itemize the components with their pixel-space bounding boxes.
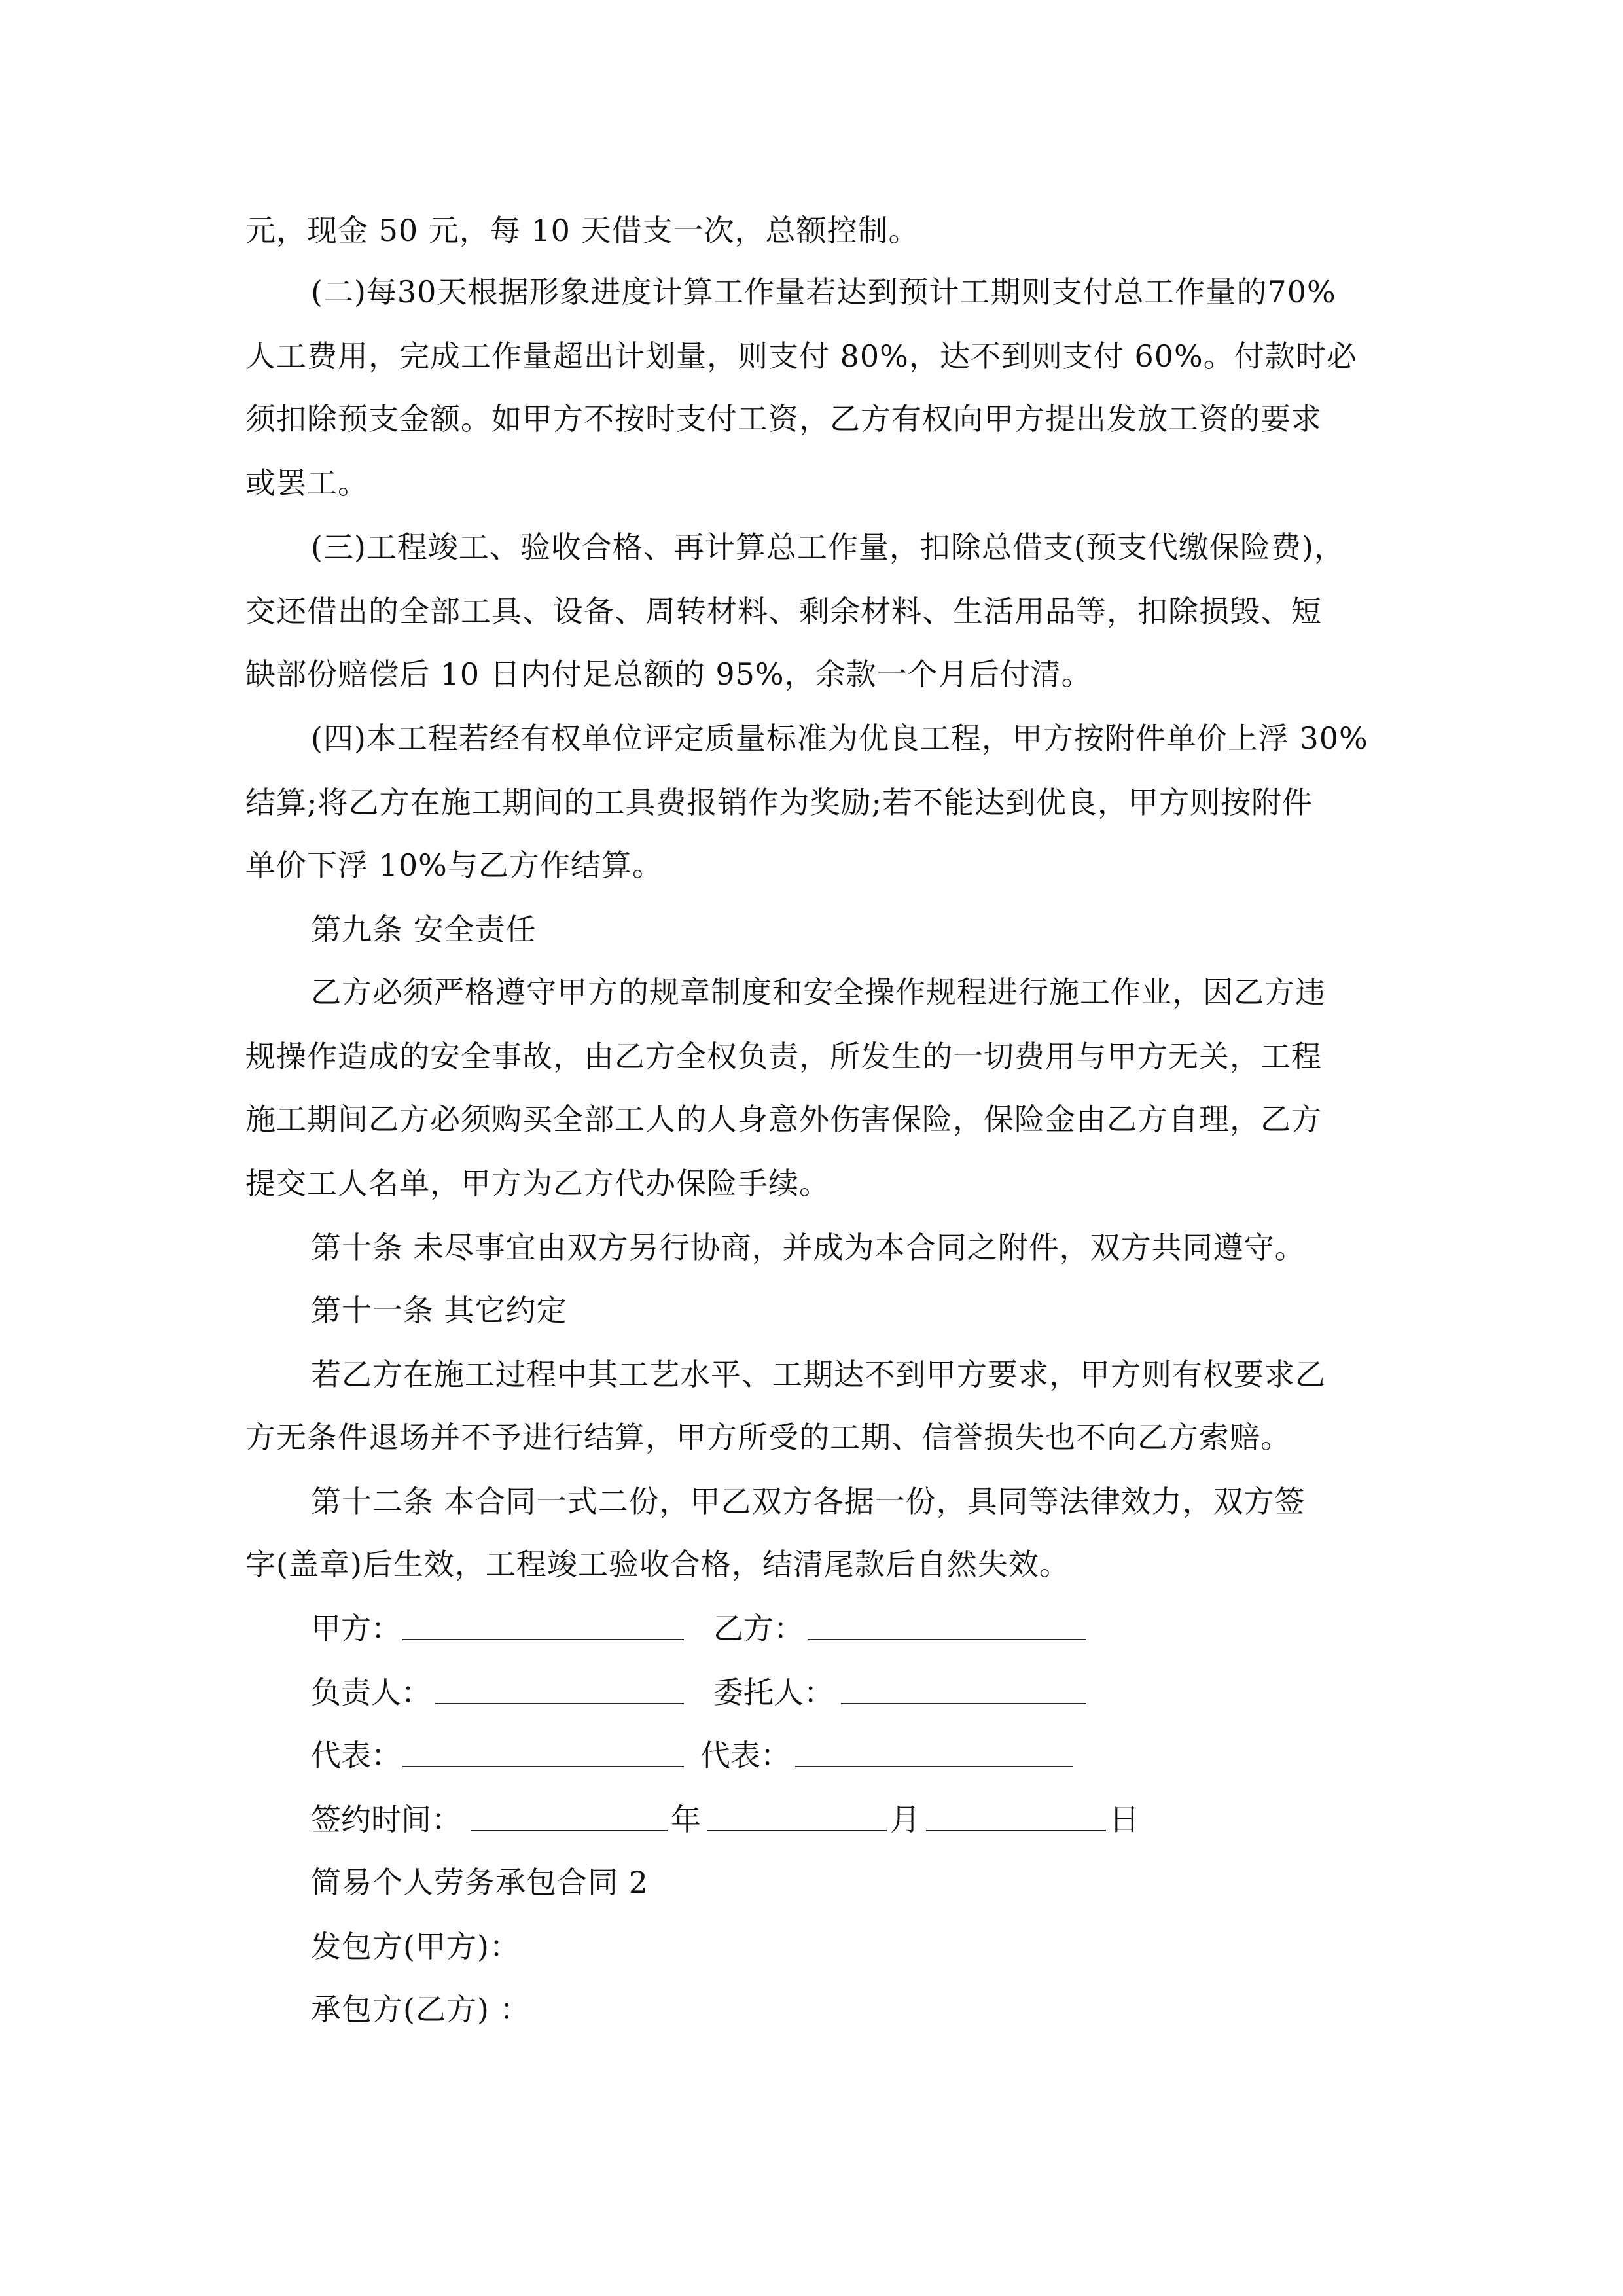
paragraph-line: 元，现金 50 元，每 10 天借支一次，总额控制。 <box>245 213 919 248</box>
paragraph-line: 字(盖章)后生效，工程竣工验收合格，结清尾款后自然失效。 <box>245 1547 1070 1582</box>
party-a-blank[interactable] <box>402 1639 684 1640</box>
paragraph-line: 乙方必须严格遵守甲方的规章制度和安全操作规程进行施工作业，因乙方违 <box>311 975 1326 1010</box>
paragraph-line: 缺部份赔偿后 10 日内付足总额的 95%，余款一个月后付清。 <box>245 656 1092 692</box>
next-contract-title: 简易个人劳务承包合同 2 <box>311 1865 649 1900</box>
day-blank[interactable] <box>926 1830 1106 1831</box>
rep-a-label: 代表： <box>311 1738 401 1773</box>
rep-b-label: 代表： <box>700 1738 791 1773</box>
article-10-line: 第十条 未尽事宜由双方另行协商，并成为本合同之附件，双方共同遵守。 <box>311 1230 1306 1265</box>
month-label: 月 <box>890 1802 920 1837</box>
paragraph-line: 提交工人名单，甲方为乙方代办保险手续。 <box>245 1166 830 1201</box>
paragraph-line: 结算;将乙方在施工期间的工具费报销作为奖励;若不能达到优良，甲方则按附件 <box>245 785 1313 820</box>
paragraph-line: 或罢工。 <box>245 465 368 501</box>
article-12-line: 第十二条 本合同一式二份，甲乙双方各据一份，具同等法律效力，双方签 <box>311 1484 1306 1519</box>
year-blank[interactable] <box>471 1830 668 1831</box>
employer-label: 发包方(甲方)： <box>311 1929 520 1964</box>
party-b-label: 乙方： <box>713 1611 804 1646</box>
month-blank[interactable] <box>707 1830 887 1831</box>
rep-b-blank[interactable] <box>795 1766 1073 1767</box>
entrusted-blank[interactable] <box>841 1703 1086 1704</box>
entrusted-label: 委托人： <box>713 1675 834 1710</box>
article-11-heading: 第十一条 其它约定 <box>311 1293 567 1328</box>
paragraph-line: 单价下浮 10%与乙方作结算。 <box>245 848 663 883</box>
year-label: 年 <box>671 1802 701 1837</box>
paragraph-line: 交还借出的全部工具、设备、周转材料、剩余材料、生活用品等，扣除损毁、短 <box>245 594 1322 629</box>
paragraph-line: 施工期间乙方必须购买全部工人的人身意外伤害保险，保险金由乙方自理，乙方 <box>245 1102 1322 1137</box>
paragraph-line: 规操作造成的安全事故，由乙方全权负责，所发生的一切费用与甲方无关，工程 <box>245 1039 1322 1074</box>
day-label: 日 <box>1109 1802 1139 1837</box>
contractor-label: 承包方(乙方) ： <box>311 1992 531 2027</box>
responsible-label: 负责人： <box>311 1675 431 1710</box>
party-b-blank[interactable] <box>808 1639 1086 1640</box>
sign-time-label: 签约时间： <box>311 1802 461 1837</box>
responsible-blank[interactable] <box>435 1703 684 1704</box>
article-9-heading: 第九条 安全责任 <box>311 912 537 947</box>
clause-2-line: (二)每30天根据形象进度计算工作量若达到预计工期则支付总工作量的70% <box>311 274 1336 310</box>
paragraph-line: 人工费用，完成工作量超出计划量，则支付 80%，达不到则支付 60%。付款时必 <box>245 338 1357 374</box>
paragraph-line: 若乙方在施工过程中其工艺水平、工期达不到甲方要求，甲方则有权要求乙 <box>311 1357 1326 1392</box>
clause-3-line: (三)工程竣工、验收合格、再计算总工作量，扣除总借支(预支代缴保险费)， <box>311 529 1345 565</box>
clause-4-line: (四)本工程若经有权单位评定质量标准为优良工程，甲方按附件单价上浮 30% <box>311 721 1368 756</box>
rep-a-blank[interactable] <box>402 1766 684 1767</box>
paragraph-line: 须扣除预支金额。如甲方不按时支付工资，乙方有权向甲方提出发放工资的要求 <box>245 401 1322 437</box>
party-a-label: 甲方： <box>311 1611 401 1646</box>
paragraph-line: 方无条件退场并不予进行结算，甲方所受的工期、信誉损失也不向乙方索赔。 <box>245 1420 1291 1455</box>
